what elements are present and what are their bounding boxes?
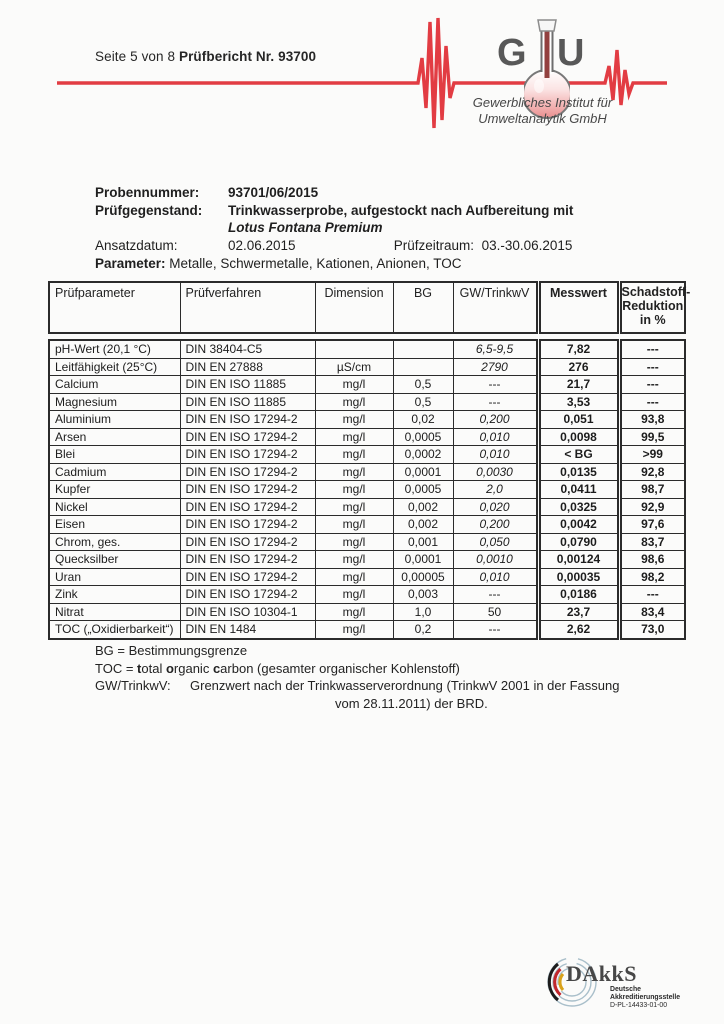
- cell-messwert: 7,82: [538, 340, 619, 358]
- col-header-dimension: Dimension: [315, 282, 393, 333]
- table-row: [49, 551, 685, 569]
- cell-schadstoff-reduktion: 73,0: [619, 621, 685, 639]
- cell-gw-trinkwv: 0,200: [453, 516, 538, 534]
- cell-bg: 0,003: [393, 586, 453, 604]
- test-object-label: Prüfgegenstand:: [95, 202, 203, 218]
- cell-dimension: [315, 340, 393, 358]
- logo-name-line2: Umweltanalytik GmbH: [478, 110, 607, 126]
- test-object-row: [95, 202, 655, 237]
- cell-bg: 1,0: [393, 603, 453, 621]
- parameter-value: Metalle, Schwermetalle, Kationen, Anionen, TOC: [165, 256, 462, 271]
- cell-messwert: 0,00124: [538, 551, 619, 569]
- cell-bg: [393, 340, 453, 358]
- cell-bg: 0,0005: [393, 428, 453, 446]
- sample-number-value: 93701/06/2015: [228, 185, 319, 200]
- cell-messwert: 0,0790: [538, 533, 619, 551]
- test-period-label: Prüfzeitraum:: [393, 237, 475, 253]
- cell-pruefverfahren: DIN EN ISO 11885: [180, 393, 315, 411]
- cell-schadstoff-reduktion: 98,7: [619, 481, 685, 499]
- table-row: [49, 358, 685, 376]
- cell-pruefparameter: Magnesium: [49, 393, 180, 411]
- table-row: [49, 340, 685, 358]
- cell-dimension: mg/l: [315, 533, 393, 551]
- table-row: [49, 533, 685, 551]
- report-number-label: Prüfbericht Nr. 93700: [178, 49, 317, 64]
- dates-row: [95, 237, 655, 255]
- cell-messwert: < BG: [538, 446, 619, 464]
- table-row: [49, 568, 685, 586]
- cell-bg: 0,002: [393, 498, 453, 516]
- cell-gw-trinkwv: 0,0030: [453, 463, 538, 481]
- dakks-caption: [610, 986, 680, 1010]
- logo-name-line1: Gewerbliches Institut für: [472, 95, 613, 110]
- cell-pruefparameter: TOC („Oxidierbarkeit“): [49, 621, 180, 639]
- table-row: [49, 428, 685, 446]
- cell-bg: 0,2: [393, 621, 453, 639]
- cell-pruefverfahren: DIN EN 1484: [180, 621, 315, 639]
- test-object-line2: Lotus Fontana Premium: [228, 220, 383, 235]
- gw-footnote-label: GW/TrinkwV:: [95, 678, 171, 693]
- cell-gw-trinkwv: 0,0010: [453, 551, 538, 569]
- page-number-label: Seite 5 von 8: [95, 49, 179, 64]
- gw-footnote: [95, 677, 619, 712]
- dakks-caption-line2: Akkreditierungsstelle: [610, 994, 681, 1001]
- parameter-label: Parameter:: [95, 256, 166, 271]
- test-object-value: [228, 202, 573, 237]
- cell-pruefverfahren: DIN EN ISO 17294-2: [180, 481, 315, 499]
- cell-pruefverfahren: DIN EN ISO 17294-2: [180, 411, 315, 429]
- cell-gw-trinkwv: ---: [453, 621, 538, 639]
- sample-info: [95, 184, 655, 254]
- cell-schadstoff-reduktion: ---: [619, 376, 685, 394]
- footnotes: [95, 642, 619, 712]
- cell-pruefverfahren: DIN EN ISO 17294-2: [180, 551, 315, 569]
- giu-logo: [455, 18, 630, 133]
- cell-pruefparameter: Calcium: [49, 376, 180, 394]
- cell-bg: 0,02: [393, 411, 453, 429]
- cell-messwert: 2,62: [538, 621, 619, 639]
- logo-letter-u: U: [557, 32, 585, 74]
- table-row: [49, 463, 685, 481]
- cell-gw-trinkwv: 0,020: [453, 498, 538, 516]
- table-row: [49, 481, 685, 499]
- results-table-body-table: [48, 339, 686, 640]
- cell-bg: 0,0001: [393, 551, 453, 569]
- cell-messwert: 0,051: [538, 411, 619, 429]
- cell-dimension: mg/l: [315, 498, 393, 516]
- cell-dimension: mg/l: [315, 603, 393, 621]
- cell-pruefparameter: Blei: [49, 446, 180, 464]
- batch-date-value: 02.06.2015: [228, 237, 296, 253]
- cell-pruefverfahren: DIN EN ISO 17294-2: [180, 463, 315, 481]
- cell-dimension: mg/l: [315, 481, 393, 499]
- cell-pruefparameter: Cadmium: [49, 463, 180, 481]
- cell-schadstoff-reduktion: 92,8: [619, 463, 685, 481]
- cell-bg: 0,5: [393, 393, 453, 411]
- table-row: [49, 498, 685, 516]
- cell-pruefverfahren: DIN EN ISO 17294-2: [180, 533, 315, 551]
- cell-pruefparameter: Nitrat: [49, 603, 180, 621]
- cell-schadstoff-reduktion: 83,4: [619, 603, 685, 621]
- cell-messwert: 0,0411: [538, 481, 619, 499]
- cell-gw-trinkwv: 0,010: [453, 568, 538, 586]
- results-table-header: [48, 281, 691, 334]
- table-row: [49, 393, 685, 411]
- cell-pruefverfahren: DIN EN 27888: [180, 358, 315, 376]
- cell-bg: 0,0005: [393, 481, 453, 499]
- dakks-wordmark: DAkkS: [566, 961, 637, 986]
- col-header-pruefparameter: Prüfparameter: [49, 282, 180, 333]
- cell-pruefparameter: Kupfer: [49, 481, 180, 499]
- cell-pruefparameter: Nickel: [49, 498, 180, 516]
- cell-messwert: 0,0186: [538, 586, 619, 604]
- bg-footnote: BG = Bestimmungsgrenze: [95, 643, 248, 658]
- cell-bg: 0,00005: [393, 568, 453, 586]
- parameter-line: [95, 256, 461, 271]
- cell-messwert: 0,0135: [538, 463, 619, 481]
- cell-gw-trinkwv: ---: [453, 586, 538, 604]
- cell-dimension: mg/l: [315, 516, 393, 534]
- logo-company-name: [455, 95, 630, 126]
- table-row: [49, 446, 685, 464]
- cell-dimension: mg/l: [315, 551, 393, 569]
- cell-schadstoff-reduktion: ---: [619, 358, 685, 376]
- cell-pruefverfahren: DIN EN ISO 17294-2: [180, 498, 315, 516]
- cell-dimension: mg/l: [315, 586, 393, 604]
- cell-pruefverfahren: DIN EN ISO 11885: [180, 376, 315, 394]
- cell-pruefverfahren: DIN EN ISO 17294-2: [180, 446, 315, 464]
- cell-pruefparameter: Quecksilber: [49, 551, 180, 569]
- cell-pruefparameter: Uran: [49, 568, 180, 586]
- cell-gw-trinkwv: 2790: [453, 358, 538, 376]
- cell-dimension: mg/l: [315, 428, 393, 446]
- test-object-line1: Trinkwasserprobe, aufgestockt nach Aufbereitung mit: [228, 202, 574, 218]
- results-table-body: [49, 340, 685, 639]
- cell-schadstoff-reduktion: 98,6: [619, 551, 685, 569]
- cell-schadstoff-reduktion: 99,5: [619, 428, 685, 446]
- table-row: [49, 586, 685, 604]
- dates-values: [228, 237, 572, 255]
- dakks-accreditation-mark: [532, 954, 702, 1018]
- cell-dimension: mg/l: [315, 568, 393, 586]
- cell-bg: 0,0001: [393, 463, 453, 481]
- cell-pruefparameter: Chrom, ges.: [49, 533, 180, 551]
- cell-dimension: µS/cm: [315, 358, 393, 376]
- cell-pruefparameter: Zink: [49, 586, 180, 604]
- cell-gw-trinkwv: 50: [453, 603, 538, 621]
- col-header-bg: BG: [393, 282, 453, 333]
- cell-pruefparameter: Arsen: [49, 428, 180, 446]
- cell-pruefparameter: Eisen: [49, 516, 180, 534]
- cell-messwert: 23,7: [538, 603, 619, 621]
- cell-schadstoff-reduktion: 98,2: [619, 568, 685, 586]
- cell-gw-trinkwv: 0,200: [453, 411, 538, 429]
- cell-schadstoff-reduktion: 97,6: [619, 516, 685, 534]
- cell-bg: 0,0002: [393, 446, 453, 464]
- cell-gw-trinkwv: 0,010: [453, 428, 538, 446]
- dakks-caption-line1: Deutsche: [610, 986, 642, 993]
- batch-date-label: Ansatzdatum:: [95, 237, 178, 253]
- cell-pruefparameter: pH-Wert (20,1 °C): [49, 340, 180, 358]
- cell-schadstoff-reduktion: ---: [619, 340, 685, 358]
- cell-pruefverfahren: DIN 38404-C5: [180, 340, 315, 358]
- test-period-value: 03.-30.06.2015: [481, 237, 573, 253]
- cell-gw-trinkwv: ---: [453, 376, 538, 394]
- cell-schadstoff-reduktion: 92,9: [619, 498, 685, 516]
- cell-gw-trinkwv: 6,5-9,5: [453, 340, 538, 358]
- sample-number-label: Probennummer:: [95, 185, 200, 200]
- cell-dimension: mg/l: [315, 463, 393, 481]
- cell-pruefverfahren: DIN EN ISO 17294-2: [180, 568, 315, 586]
- cell-gw-trinkwv: ---: [453, 393, 538, 411]
- cell-schadstoff-reduktion: ---: [619, 393, 685, 411]
- gw-footnote-line2: vom 28.11.2011) der BRD.: [335, 695, 488, 711]
- cell-dimension: mg/l: [315, 446, 393, 464]
- cell-schadstoff-reduktion: 93,8: [619, 411, 685, 429]
- toc-footnote: TOC = total organic carbon (gesamter organischer Kohlenstoff): [95, 660, 460, 676]
- cell-messwert: 0,00035: [538, 568, 619, 586]
- gw-footnote-line1: Grenzwert nach der Trinkwasserverordnung (TrinkwV 2001 in der Fassung: [190, 678, 620, 693]
- cell-bg: 0,5: [393, 376, 453, 394]
- cell-dimension: mg/l: [315, 376, 393, 394]
- cell-pruefverfahren: DIN EN ISO 17294-2: [180, 428, 315, 446]
- cell-pruefparameter: Aluminium: [49, 411, 180, 429]
- cell-bg: 0,002: [393, 516, 453, 534]
- logo-letter-g: G: [497, 32, 527, 74]
- cell-schadstoff-reduktion: ---: [619, 586, 685, 604]
- col-header-pruefverfahren: Prüfverfahren: [180, 282, 315, 333]
- cell-dimension: mg/l: [315, 411, 393, 429]
- cell-pruefverfahren: DIN EN ISO 10304-1: [180, 603, 315, 621]
- table-row: [49, 376, 685, 394]
- results-table: [48, 281, 691, 640]
- cell-gw-trinkwv: 0,050: [453, 533, 538, 551]
- cell-messwert: 0,0325: [538, 498, 619, 516]
- cell-gw-trinkwv: 0,010: [453, 446, 538, 464]
- sample-number-row: [95, 184, 655, 202]
- cell-messwert: 3,53: [538, 393, 619, 411]
- cell-pruefverfahren: DIN EN ISO 17294-2: [180, 516, 315, 534]
- cell-messwert: 21,7: [538, 376, 619, 394]
- cell-schadstoff-reduktion: >99: [619, 446, 685, 464]
- cell-dimension: mg/l: [315, 621, 393, 639]
- gw-footnote-text: [190, 677, 619, 712]
- table-row: [49, 621, 685, 639]
- cell-messwert: 0,0098: [538, 428, 619, 446]
- cell-gw-trinkwv: 2,0: [453, 481, 538, 499]
- cell-bg: [393, 358, 453, 376]
- cell-dimension: mg/l: [315, 393, 393, 411]
- cell-schadstoff-reduktion: 83,7: [619, 533, 685, 551]
- dakks-registration-number: D-PL-14433-01-00: [610, 1002, 668, 1009]
- cell-bg: 0,001: [393, 533, 453, 551]
- table-row: [49, 603, 685, 621]
- cell-messwert: 0,0042: [538, 516, 619, 534]
- table-row: [49, 516, 685, 534]
- col-header-schadstoff-reduktion: Schadstoff- Reduktion in %: [619, 282, 685, 333]
- cell-pruefparameter: Leitfähigkeit (25°C): [49, 358, 180, 376]
- col-header-messwert: Messwert: [538, 282, 619, 333]
- col-header-gw-trinkwv: GW/TrinkwV: [453, 282, 538, 333]
- cell-messwert: 276: [538, 358, 619, 376]
- table-row: [49, 411, 685, 429]
- cell-pruefverfahren: DIN EN ISO 17294-2: [180, 586, 315, 604]
